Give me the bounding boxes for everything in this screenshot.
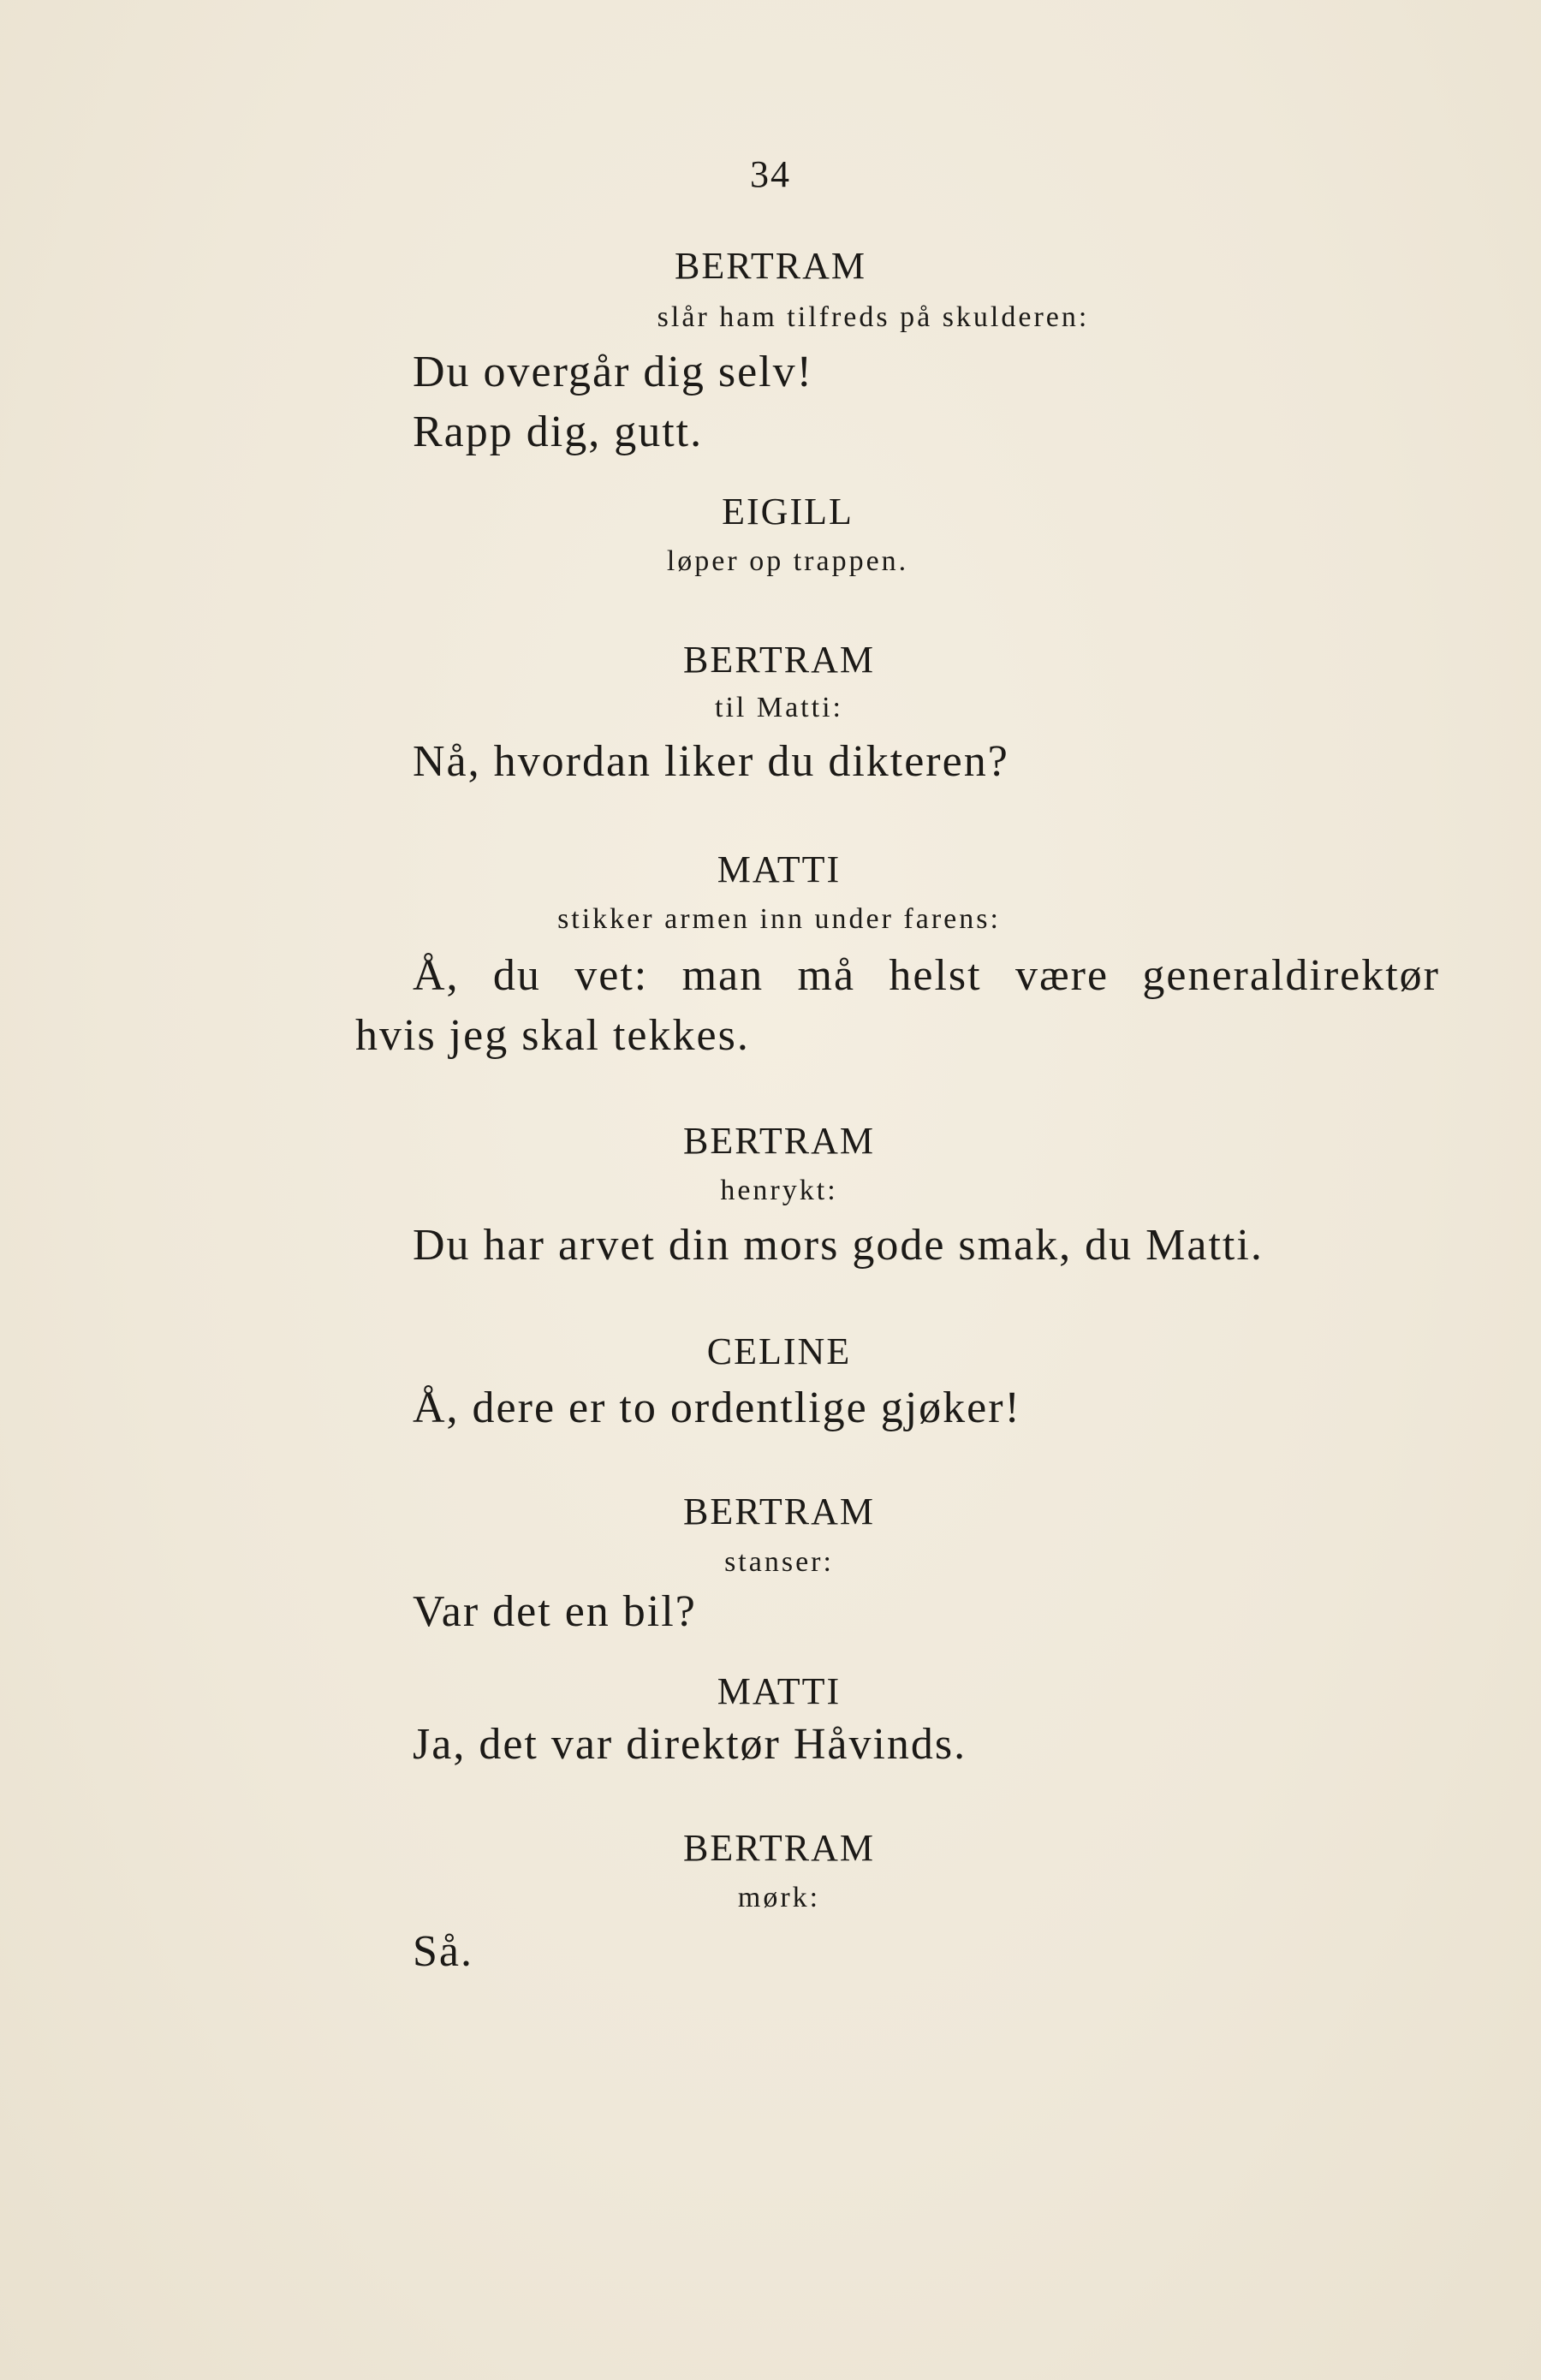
dialogue-line: Så. — [413, 1927, 473, 1976]
dialogue-line: Nå, hvordan liker du dikteren? — [413, 737, 1009, 786]
speaker-name: BERTRAM — [674, 245, 867, 287]
dialogue-line: Å, du vet: man må helst være generaldirektør — [413, 951, 1440, 1000]
speaker-name: BERTRAM — [682, 1827, 876, 1869]
speaker-name: BERTRAM — [682, 639, 876, 681]
speaker-name: MATTI — [717, 1670, 842, 1712]
stage-direction: mørk: — [737, 1882, 821, 1913]
speaker-name: EIGILL — [722, 491, 854, 533]
dialogue-line: Du har arvet din mors gode smak, du Matti. — [413, 1221, 1264, 1270]
speaker-name: BERTRAM — [682, 1490, 876, 1532]
stage-direction: stikker armen inn under farens: — [557, 903, 1001, 935]
dialogue-line: hvis jeg skal tekkes. — [355, 1011, 750, 1060]
dialogue-line: Å, dere er to ordentlige gjøker! — [413, 1383, 1021, 1432]
stage-direction: stanser: — [724, 1546, 834, 1578]
stage-direction: henrykt: — [720, 1175, 838, 1206]
speaker-name: BERTRAM — [682, 1120, 876, 1162]
dialogue-line: Var det en bil? — [413, 1587, 697, 1636]
speaker-name: CELINE — [706, 1330, 852, 1372]
stage-direction: løper op trappen. — [666, 545, 909, 577]
speaker-name: MATTI — [717, 848, 842, 890]
dialogue-line: Rapp dig, gutt. — [413, 408, 704, 456]
page-number: 34 — [750, 153, 791, 195]
stage-direction: til Matti: — [715, 692, 843, 723]
dialogue-line: Ja, det var direktør Håvinds. — [413, 1720, 967, 1769]
dialogue-line: Du overgår dig selv! — [413, 348, 813, 396]
stage-direction: slår ham tilfreds på skulderen: — [657, 301, 1090, 333]
